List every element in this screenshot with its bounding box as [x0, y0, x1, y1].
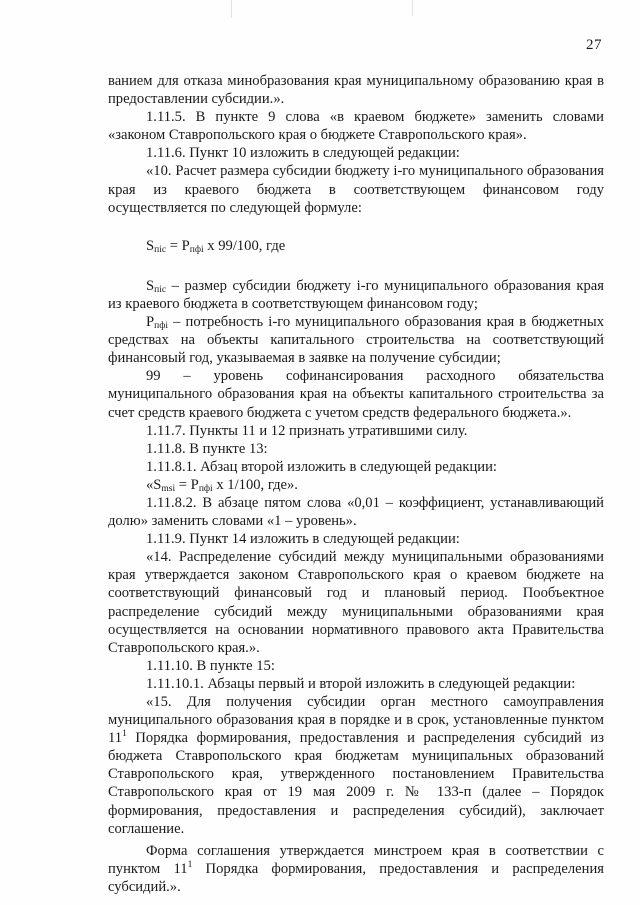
- paragraph-1-11-8-2: 1.11.8.2. В абзаце пятом слова «0,01 – коэффициент, устанавливающий долю» заменить словами «1 – уровень».: [108, 494, 604, 530]
- paragraph-1-11-5: 1.11.5. В пункте 9 слова «в краевом бюджете» заменить словами «законом Ставропольского края о бюджете Ставропольского края».: [108, 109, 604, 144]
- paragraph-1-11-8: 1.11.8. В пункте 13:: [146, 440, 268, 457]
- formula-subsidy: $S_{піс} = P_{пфі}$ x 99/100, где: [146, 237, 286, 255]
- scan-artifact-line: [412, 0, 413, 16]
- scan-artifact-line: [231, 0, 232, 18]
- paragraph-continuation: ванием для отказа минобразования края муниципальному образованию края в предоставлении субсидии.».: [108, 73, 604, 108]
- paragraph-1-11-9: 1.11.9. Пункт 14 изложить в следующей редакции:: [146, 531, 460, 548]
- definition-p: $P_{пфі}$ – потребность i-го муниципального образования края в бюджетных средствах на объекты капитального строительства на соответствующий финансовый год, указываемая в заявке на получение субсидии;: [108, 314, 604, 367]
- paragraph-1-11-10: 1.11.10. В пункте 15:: [146, 657, 275, 674]
- paragraph-1-11-6: 1.11.6. Пункт 10 изложить в следующей редакции:: [146, 145, 460, 162]
- paragraph-point-10: «10. Расчет размера субсидии бюджету i-го муниципального образования края из краевого бюджета в соответствующем финансовом году осуществляется по следующей формуле:: [108, 163, 604, 216]
- paragraph-agreement-form: Форма соглашения утверждается минстроем края в соответствии с пунктом $11^1$ Порядка формирования, предоставления и распределения субсидий.».: [108, 842, 604, 895]
- definition-99: 99 – уровень софинансирования расходного обязательства муниципального образования края на объекты капитального строительства за счет средств краевого бюджета с учетом средств федерального бюджета.».: [108, 368, 604, 421]
- paragraph-1-11-7: 1.11.7. Пункты 11 и 12 признать утратившими силу.: [146, 422, 468, 439]
- paragraph-1-11-8-1: 1.11.8.1. Абзац второй изложить в следующей редакции:: [146, 458, 497, 475]
- document-body: [108, 72, 604, 896]
- formula-share: «$S_{msi} = P_{пфі}$ x 1/100, где».: [146, 476, 298, 494]
- page-number: 27: [586, 37, 602, 53]
- paragraph-1-11-10-1: 1.11.10.1. Абзацы первый и второй изложить в следующей редакции:: [146, 675, 576, 692]
- paragraph-point-15: «15. Для получения субсидии орган местного самоуправления муниципального образования края в порядке и в срок, установленные пунктом $11^1$ Порядка формирования, предоставления и распределения субсидий из бюджета Ставропольского края бюджетам муниципальных образований Ставропольского края, утвержденного постановлением Правительства Ставропольского края от 19 мая 2009 г. № 133-п (далее – Порядок формирования, предоставления и распределения субсидий), заключает соглашение.: [108, 694, 604, 837]
- definition-s: $S_{піс}$ – размер субсидии бюджету i-го муниципального образования края из краевого бюджета в соответствующем финансовом году;: [108, 277, 604, 312]
- paragraph-point-14: «14. Распределение субсидий между муниципальными образованиями края утверждается законом Ставропольского края о краевом бюджете на соответствующий финансовый год и плановый период. Пообъектное распределение субсидий между муниципальными образованиями края осуществляется на основании нормативного правового акта Правительства Ставропольского края.».: [108, 549, 604, 656]
